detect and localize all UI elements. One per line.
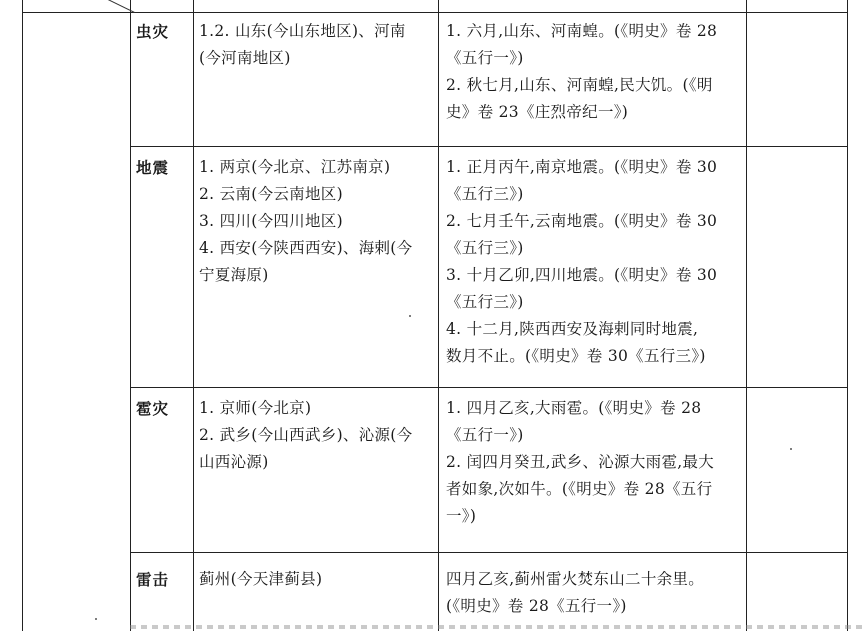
row-type-earthquake	[136, 154, 192, 181]
table-left-border	[22, 0, 23, 631]
record-line: 《五行三》)	[446, 293, 524, 311]
scan-speck	[790, 448, 792, 450]
record-line: 2. 七月壬午,云南地震。(《明史》卷 30	[446, 212, 718, 230]
location-line: 3. 四川(今四川地区)	[199, 212, 343, 230]
row-type-label: 地震	[136, 158, 170, 177]
record-line: 一》)	[446, 507, 477, 525]
record-line: 1. 四月乙亥,大雨雹。(《明史》卷 28	[446, 399, 702, 417]
row-locations-lightning	[199, 566, 437, 593]
record-line: 者如象,次如牛。(《明史》卷 28《五行	[446, 480, 713, 498]
row-divider-3	[130, 552, 848, 553]
row-type-label: 雷击	[136, 570, 170, 589]
location-line: 宁夏海原)	[199, 266, 269, 284]
row-type-lightning	[136, 566, 192, 593]
row-type-hail	[136, 395, 192, 422]
location-line: 山西沁源)	[199, 453, 269, 471]
scan-speck	[95, 618, 97, 620]
location-column-left-border	[193, 0, 194, 631]
record-line: 《五行一》)	[446, 49, 524, 67]
record-line: 3. 十月乙卯,四川地震。(《明史》卷 30	[446, 266, 718, 284]
row-records-insect	[446, 18, 746, 126]
record-line: 4. 十二月,陕西西安及海剌同时地震,	[446, 320, 699, 338]
record-line: 四月乙亥,蓟州雷火焚东山二十余里。	[446, 570, 705, 588]
row-locations-insect	[199, 18, 437, 72]
row-type-label: 雹灾	[136, 399, 170, 418]
record-column-left-border	[438, 0, 439, 631]
type-column-left-border	[130, 0, 131, 631]
row-records-earthquake	[446, 154, 746, 370]
record-line: 数月不止。(《明史》卷 30《五行三》)	[446, 347, 706, 365]
record-line: 《五行三》)	[446, 239, 524, 257]
row-type-insect	[136, 18, 192, 45]
record-line: (《明史》卷 28《五行一》)	[446, 597, 627, 615]
location-line: 2. 武乡(今山西武乡)、沁源(今	[199, 426, 413, 444]
row-locations-earthquake	[199, 154, 437, 289]
location-line: 4. 西安(今陕西西安)、海剌(今	[199, 239, 413, 257]
location-line: 1. 两京(今北京、江苏南京)	[199, 158, 391, 176]
location-line: 蓟州(今天津蓟县)	[199, 570, 323, 588]
header-row-bottom-border	[22, 12, 848, 13]
row-type-label: 虫灾	[136, 22, 170, 41]
record-line: 1. 正月丙午,南京地震。(《明史》卷 30	[446, 158, 718, 176]
row-locations-hail	[199, 395, 437, 476]
row-divider-2	[130, 387, 848, 388]
location-line: 1.2. 山东(今山东地区)、河南	[199, 22, 406, 40]
scan-speck	[409, 315, 411, 317]
location-line: 1. 京师(今北京)	[199, 399, 312, 417]
record-line: 1. 六月,山东、河南蝗。(《明史》卷 28	[446, 22, 718, 40]
notes-column-left-border	[746, 0, 747, 631]
row-records-hail	[446, 395, 746, 530]
record-line: 《五行一》)	[446, 426, 524, 444]
table-right-border	[847, 0, 848, 631]
record-line: 《五行三》)	[446, 185, 524, 203]
record-line: 史》卷 23《庄烈帝纪一》)	[446, 103, 629, 121]
scan-bottom-noise	[130, 625, 865, 629]
location-line: 2. 云南(今云南地区)	[199, 185, 343, 203]
row-divider-1	[130, 146, 848, 147]
record-line: 2. 闰四月癸丑,武乡、沁源大雨雹,最大	[446, 453, 715, 471]
record-line: 2. 秋七月,山东、河南蝗,民大饥。(《明	[446, 76, 713, 94]
location-line: (今河南地区)	[199, 49, 291, 67]
row-records-lightning	[446, 566, 746, 620]
